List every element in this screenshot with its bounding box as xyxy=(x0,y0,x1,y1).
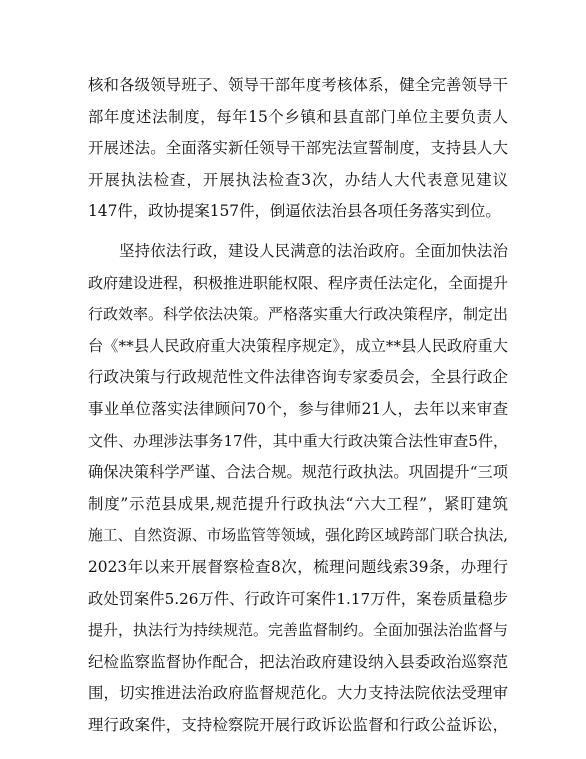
document-body xyxy=(88,70,508,741)
text-line: 开展述法。全面落实新任领导干部宪法宣誓制度，支持县人大 xyxy=(88,139,508,158)
text-line: 147件，政协提案157件，倒逼依法治县各项任务落实到位。 xyxy=(88,202,501,221)
text-line: 提升，执法行为持续规范。完善监督制约。全面加强法治监督与 xyxy=(88,621,508,640)
text-line: 理行政案件，支持检察院开展行政诉讼监督和行政公益诉讼， xyxy=(88,715,508,734)
text-line: 围，切实推进法治政府监督规范化。大力支持法院依法受理审 xyxy=(88,684,508,703)
text-line: 政处罚案件5.26万件、行政许可案件1.17万件，案卷质量稳步 xyxy=(88,589,508,608)
text-line: 台《**县人民政府重大决策程序规定》，成立**县人民政府重大 xyxy=(88,336,508,355)
text-line: 核和各级领导班子、领导干部年度考核体系，健全完善领导干 xyxy=(88,76,508,94)
text-line: 2023年以来开展督察检查8次，梳理问题线索39条，办理行 xyxy=(88,557,508,576)
paragraph-1 xyxy=(88,70,508,228)
text-line: 部年度述法制度，每年15个乡镇和县直部门单位主要负责人 xyxy=(88,107,508,126)
text-line: 制度”示范县成果,规范提升行政执法“六大工程”，紧盯建筑 xyxy=(88,494,508,513)
text-line: 坚持依法行政，建设人民满意的法治政府。全面加快法治 xyxy=(88,241,508,260)
text-line: 政府建设进程，积极推进职能权限、程序责任法定化，全面提升 xyxy=(88,273,508,292)
text-line: 文件、办理涉法事务17件，其中重大行政决策合法性审查5件， xyxy=(88,431,508,450)
paragraph-2 xyxy=(88,236,508,742)
text-line: 确保决策科学严谨、合法合规。规范行政执法。巩固提升“三项 xyxy=(88,463,508,482)
text-line: 施工、自然资源、市场监管等领域，强化跨区域跨部门联合执法, xyxy=(88,527,508,545)
text-line: 纪检监察监督协作配合，把法治政府建设纳入县委政治巡察范 xyxy=(88,652,508,671)
text-line: 开展执法检查，开展执法检查3次，办结人大代表意见建议 xyxy=(88,170,508,189)
text-line: 行政决策与行政规范性文件法律咨询专家委员会，全县行政企 xyxy=(88,368,508,387)
paragraph-gap xyxy=(88,228,508,236)
text-line: 事业单位落实法律顾问70个，参与律师21人，去年以来审查 xyxy=(88,399,508,418)
text-line: 行政效率。科学依法决策。严格落实重大行政决策程序，制定出 xyxy=(88,305,508,324)
